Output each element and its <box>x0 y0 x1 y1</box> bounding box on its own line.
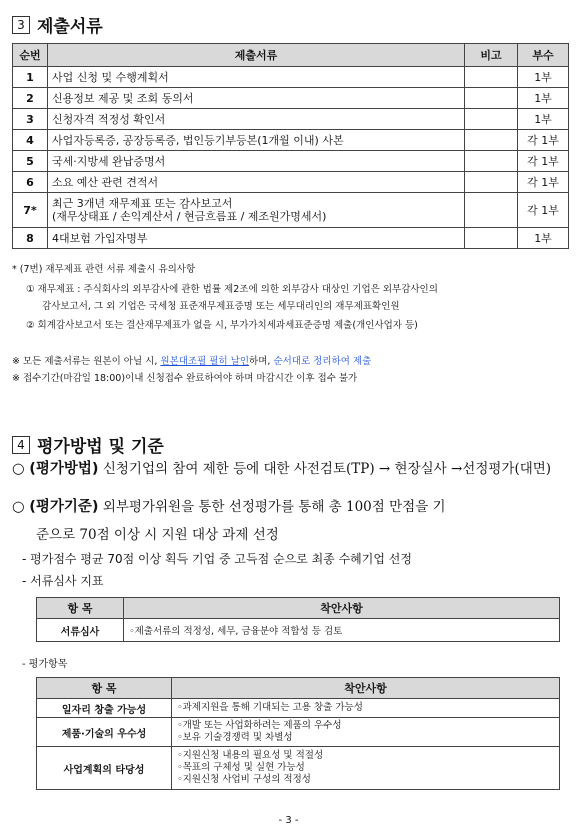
row-no: 3 <box>13 109 48 130</box>
point-line: ◦과제지원을 통해 기대되는 고용 창출 가능성 <box>177 702 363 713</box>
point-line: ◦지원신청 사업비 구성의 적정성 <box>177 774 311 785</box>
row-item: 사업계획의 타당성 <box>37 747 172 790</box>
row-item: 서류심사 <box>37 619 124 642</box>
row-no: 4 <box>13 130 48 151</box>
point-line: ◦개발 또는 사업화하려는 제품의 우수성 <box>177 720 342 731</box>
evaluation-criteria <box>12 494 572 520</box>
table-row <box>37 619 560 642</box>
section-4-heading <box>12 432 164 457</box>
row-note <box>465 193 518 228</box>
col-header-point: 착안사항 <box>172 678 560 699</box>
bullet-icon: ○ <box>12 499 25 515</box>
warning-stamp-link[interactable]: 원본대조필 필히 날인 <box>160 356 250 367</box>
method-label: (평가방법) <box>29 461 99 477</box>
row-doc-line2: (재무상태표 / 손익계산서 / 현금흐름표 / 제조원가명세서) <box>52 210 327 223</box>
note-1-line2: 감사보고서, 그 외 기업은 국세청 표준재무제표증명 또는 세무대리인의 재무제표확인원 <box>42 301 400 312</box>
row-doc <box>48 193 465 228</box>
method-text: 신청기업의 참여 제한 등에 대한 사전검토(TP) → 현장실사 →선정평가(대면) <box>98 461 552 477</box>
row-count: 각 1부 <box>518 193 569 228</box>
row-note <box>465 109 518 130</box>
row-count: 1부 <box>518 88 569 109</box>
note-1-line1: ① 재무제표 : 주식회사의 외부감사에 관한 법률 제2조에 의한 외부감사 대상인 기업은 외부감사인의 <box>26 284 438 295</box>
dash-doc-review: - 서류심사 지표 <box>22 574 104 588</box>
row-count: 1부 <box>518 67 569 88</box>
row-no: 7* <box>13 193 48 228</box>
row-doc-line1: 최근 3개년 재무제표 또는 감사보고서 <box>52 197 233 210</box>
dash-eval-items: - 평가항목 <box>22 659 68 670</box>
evaluation-method <box>12 456 572 482</box>
page-number: - 3 - <box>278 815 299 826</box>
row-count: 각 1부 <box>518 151 569 172</box>
criteria-label: (평가기준) <box>29 499 99 515</box>
row-doc: 국세·지방세 완납증명서 <box>48 151 465 172</box>
section-number-box: 4 <box>12 436 30 454</box>
dash-score-avg: - 평가점수 평균 70점 이상 획득 기업 중 고득점 순으로 최종 수혜기업 선정 <box>22 552 412 566</box>
row-note <box>465 88 518 109</box>
table-header-row <box>37 598 560 619</box>
row-no: 6 <box>13 172 48 193</box>
row-point <box>172 747 560 790</box>
warning-deadline: ※ 접수기간(마감일 18:00)이내 신청접수 완료하여야 하며 마감시간 이후 접수 불가 <box>12 373 358 384</box>
row-doc: 사업 신청 및 수행계획서 <box>48 67 465 88</box>
warning-mid: 하며, <box>249 356 274 367</box>
row-no: 2 <box>13 88 48 109</box>
warning-original-docs <box>12 355 371 369</box>
point-line: ◦지원신청 내용의 필요성 및 적절성 <box>177 750 324 761</box>
note-2: ② 회계감사보고서 또는 결산재무제표가 없을 시, 부가가치세과세표준증명 제출(개인사업자 등) <box>26 320 418 331</box>
row-doc: 4대보험 가입자명부 <box>48 228 465 249</box>
point-line: ◦목표의 구체성 및 실현 가능성 <box>177 762 305 773</box>
row-count: 각 1부 <box>518 172 569 193</box>
documents-table <box>12 43 569 249</box>
section-title: 제출서류 <box>37 17 103 37</box>
eval-items-table <box>36 677 560 790</box>
criteria-text-line2: 준으로 70점 이상 시 지원 대상 과제 선정 <box>36 527 279 543</box>
col-header-note: 비고 <box>465 44 518 67</box>
row-doc: 신청자격 적정성 확인서 <box>48 109 465 130</box>
notes-title: * (7번) 재무제표 관련 서류 제출시 유의사항 <box>12 264 196 275</box>
table-row <box>13 228 569 249</box>
row-doc: 사업자등록증, 공장등록증, 법인등기부등본(1개월 이내) 사본 <box>48 130 465 151</box>
doc-review-table <box>36 597 560 642</box>
row-note <box>465 151 518 172</box>
col-header-doc: 제출서류 <box>48 44 465 67</box>
col-header-item: 항 목 <box>37 678 172 699</box>
row-note <box>465 130 518 151</box>
section-number-box: 3 <box>12 16 30 34</box>
section-title: 평가방법 및 기준 <box>37 437 164 457</box>
table-row <box>13 151 569 172</box>
table-row <box>13 172 569 193</box>
table-row <box>13 109 569 130</box>
table-row <box>13 67 569 88</box>
row-doc: 소요 예산 관련 견적서 <box>48 172 465 193</box>
col-header-count: 부수 <box>518 44 569 67</box>
row-point <box>172 699 560 718</box>
table-row <box>13 193 569 228</box>
row-note <box>465 172 518 193</box>
table-header-row <box>37 678 560 699</box>
row-point <box>172 718 560 747</box>
row-point: ◦제출서류의 적정성, 세무, 금융분야 적합성 등 검토 <box>124 619 560 642</box>
col-header-point: 착안사항 <box>124 598 560 619</box>
row-item: 일자리 창출 가능성 <box>37 699 172 718</box>
bullet-icon: ○ <box>12 461 25 477</box>
row-no: 5 <box>13 151 48 172</box>
row-count: 1부 <box>518 228 569 249</box>
row-no: 1 <box>13 67 48 88</box>
row-note <box>465 228 518 249</box>
table-row <box>37 699 560 718</box>
point-line: ◦보유 기술경쟁력 및 차별성 <box>177 732 293 743</box>
section-3-heading <box>12 12 103 37</box>
warning-prefix: ※ 모든 제출서류는 원본이 아닐 시, <box>12 356 161 367</box>
table-row <box>37 718 560 747</box>
col-header-no: 순번 <box>13 44 48 67</box>
row-count: 1부 <box>518 109 569 130</box>
table-header-row <box>13 44 569 67</box>
row-count: 각 1부 <box>518 130 569 151</box>
row-doc: 신용정보 제공 및 조회 동의서 <box>48 88 465 109</box>
row-note <box>465 67 518 88</box>
warning-order-text: 순서대로 정리하여 제출 <box>273 356 372 367</box>
row-no: 8 <box>13 228 48 249</box>
criteria-text-line1: 외부평가위원을 통한 선정평가를 통해 총 100점 만점을 기 <box>98 499 446 515</box>
table-row <box>37 747 560 790</box>
col-header-item: 항 목 <box>37 598 124 619</box>
table-row <box>13 130 569 151</box>
row-item: 제품·기술의 우수성 <box>37 718 172 747</box>
table-row <box>13 88 569 109</box>
